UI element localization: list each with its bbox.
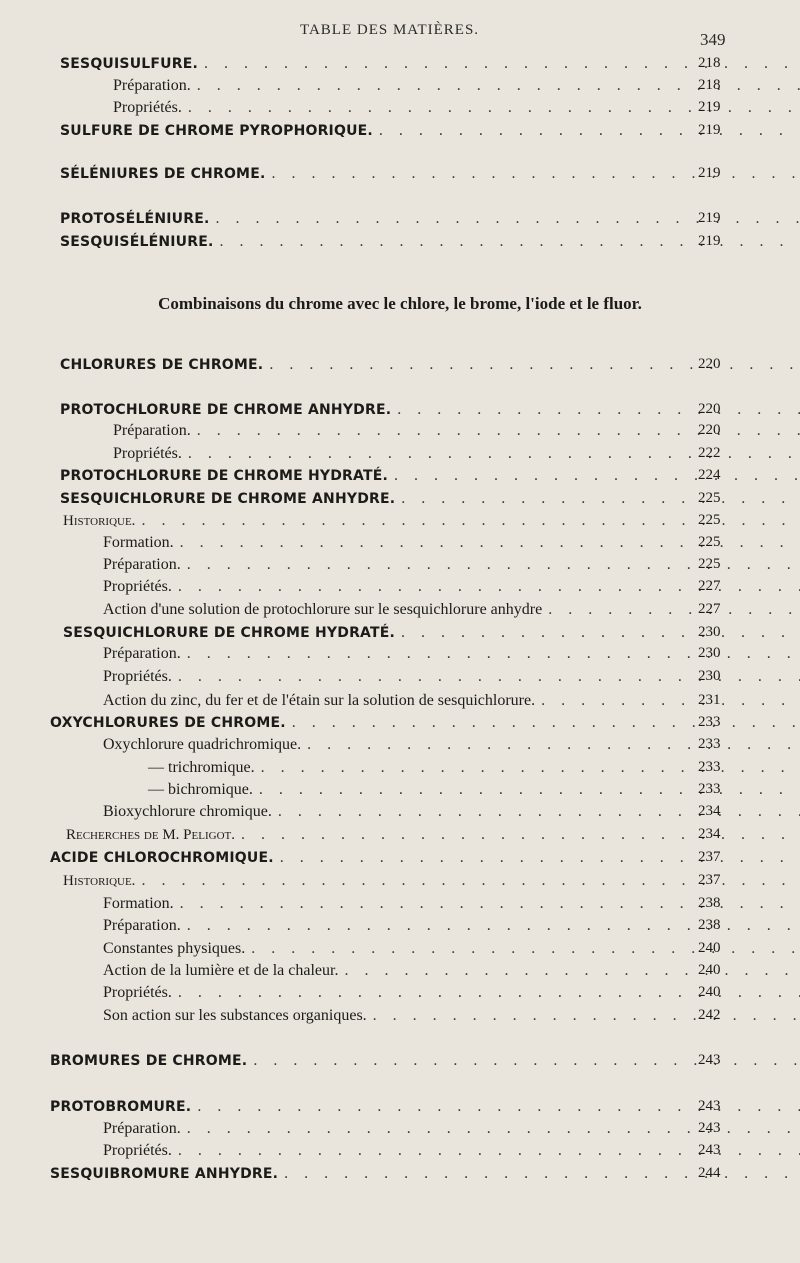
toc-entry[interactable]: Préparation. . . . 243 <box>0 1120 800 1142</box>
toc-entry[interactable]: ACIDE CHLOROCHROMIQUE. . . . 237 <box>0 849 800 871</box>
toc-entry[interactable]: Action du zinc, du fer et de l'étain sur la solution de sesquichlorure. . . . 231 <box>0 692 800 714</box>
toc-entry[interactable]: Historique. . . . 225 <box>0 512 800 534</box>
toc-entry[interactable]: OXYCHLORURES DE CHROME. . . . 233 <box>0 714 800 736</box>
section-heading: Combinaisons du chrome avec le chlore, le brome, l'iode et le fluor. <box>158 294 642 313</box>
toc-entry[interactable]: PROTOBROMURE. . . . 243 <box>0 1098 800 1120</box>
toc-entry[interactable]: Préparation. . . . 218 <box>0 77 800 99</box>
toc-entry[interactable]: Action d'une solution de protochlorure sur le sesquichlorure anhydre . . . 227 <box>0 601 800 623</box>
toc-entry[interactable]: Propriétés. . . . 240 <box>0 984 800 1006</box>
toc-entry[interactable]: Propriétés. . . . 227 <box>0 578 800 600</box>
toc-entry[interactable]: — bichromique. . . . 233 <box>0 781 800 803</box>
toc-entry[interactable]: SULFURE DE CHROME PYROPHORIQUE. . . . 219 <box>0 122 800 144</box>
toc-entry[interactable]: Préparation. . . . 220 <box>0 422 800 444</box>
toc-entry[interactable]: CHLORURES DE CHROME. . . . 220 <box>0 356 800 378</box>
toc-entry[interactable]: BROMURES DE CHROME. . . . 243 <box>0 1052 800 1074</box>
toc-entry[interactable]: Action de la lumière et de la chaleur. . . . 240 <box>0 962 800 984</box>
toc-entry[interactable]: Formation. . . . 238 <box>0 895 800 917</box>
toc-entry[interactable]: Propriétés. . . . 222 <box>0 445 800 467</box>
toc-entry[interactable]: Formation. . . . 225 <box>0 534 800 556</box>
toc-entry[interactable]: Préparation. . . . 225 <box>0 556 800 578</box>
toc-entry[interactable]: Bioxychlorure chromique. . . . 234 <box>0 803 800 825</box>
toc-entry[interactable]: — trichromique. . . . 233 <box>0 759 800 781</box>
toc-entry[interactable]: Recherches de M. Peligot. . . . 234 <box>0 826 800 848</box>
toc-entry[interactable]: Son action sur les substances organiques. . . . 242 <box>0 1007 800 1029</box>
toc-entry[interactable]: SESQUICHLORURE DE CHROME ANHYDRE. . . . 225 <box>0 490 800 512</box>
toc-entry[interactable]: Oxychlorure quadrichromique. . . . 233 <box>0 736 800 758</box>
toc-entry[interactable]: Propriétés. . . . 230 <box>0 668 800 690</box>
toc-entry[interactable]: Historique. . . . 237 <box>0 872 800 894</box>
toc-entry[interactable]: Préparation. . . . 238 <box>0 917 800 939</box>
toc-entry[interactable]: PROTOCHLORURE DE CHROME HYDRATÉ. . . . 224 <box>0 467 800 489</box>
toc-entry[interactable]: SESQUISULFURE. . . . 218 <box>0 55 800 77</box>
running-head: TABLE DES MATIÈRES. <box>300 22 480 38</box>
toc-entry[interactable]: SESQUIBROMURE ANHYDRE. . . . 244 <box>0 1165 800 1187</box>
toc-entry[interactable]: SESQUICHLORURE DE CHROME HYDRATÉ. . . . 230 <box>0 624 800 646</box>
toc-entry[interactable]: Propriétés. . . . 219 <box>0 99 800 121</box>
toc-entry[interactable]: PROTOSÉLÉNIURE. . . . 219 <box>0 210 800 232</box>
toc-entry[interactable]: SESQUISÉLÉNIURE. . . . 219 <box>0 233 800 255</box>
toc-entry[interactable]: Propriétés. . . . 243 <box>0 1142 800 1164</box>
page-number: 349 <box>700 30 726 49</box>
toc-entry[interactable]: Préparation. . . . 230 <box>0 645 800 667</box>
toc-entry[interactable]: PROTOCHLORURE DE CHROME ANHYDRE. . . . 220 <box>0 401 800 423</box>
toc-entry[interactable]: Constantes physiques. . . . 240 <box>0 940 800 962</box>
toc-entry[interactable]: SÉLÉNIURES DE CHROME. . . . 219 <box>0 165 800 187</box>
